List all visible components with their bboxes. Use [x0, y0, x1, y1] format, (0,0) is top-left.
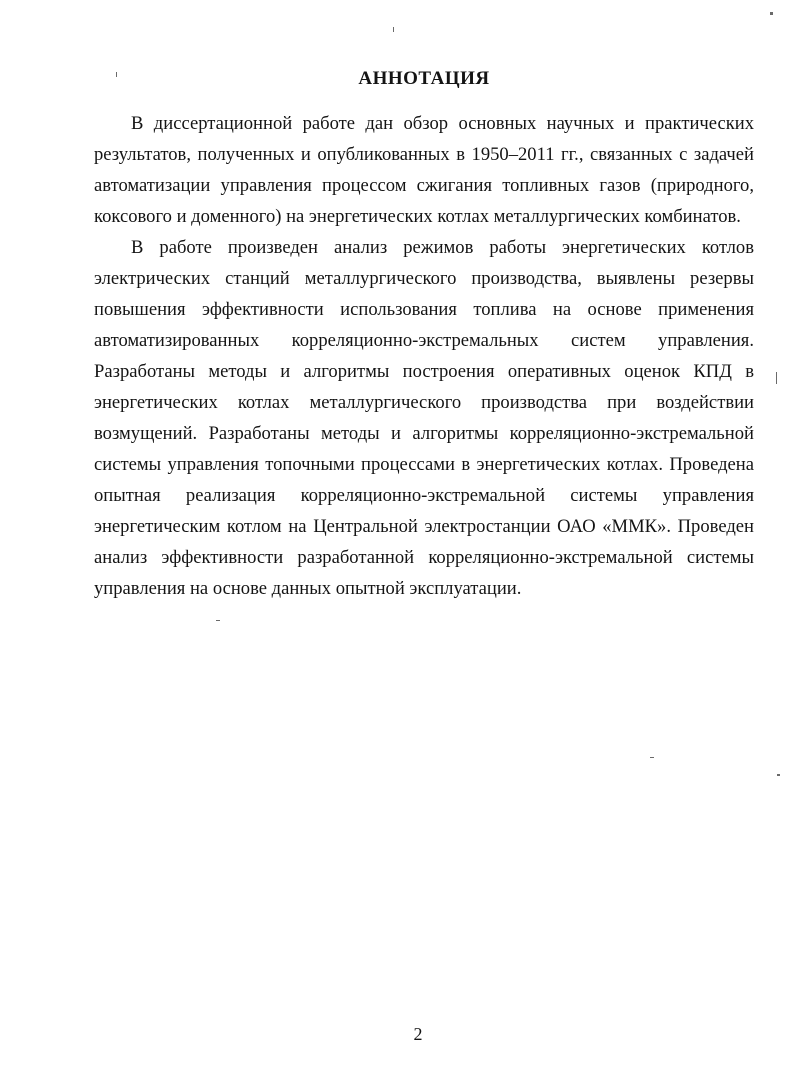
page-title: АННОТАЦИЯ	[358, 68, 490, 89]
abstract-paragraph: В работе произведен анализ режимов работы энергетических котлов электрических станций металлургического производства, выявлены резервы повышения эффективности использования топлива на основе применения автоматизированных корреляционно-экстремальных систем управления. Разработаны методы и алгоритмы построения оперативных оценок КПД в энергетических котлах металлургического производства при воздействии возмущений. Разработаны методы и алгоритмы корреляционно-экстремальной системы управления топочными процессами в энергетических котлах. Проведена опытная реализация корреляционно-экстремальной системы управления энергетическим котлом на Центральной электростанции ОАО «ММК». Проведен анализ эффективности разработанной корреляционно-экстремальной системы управления на основе данных опытной эксплуатации.	[94, 237, 754, 599]
scan-speck	[770, 12, 773, 15]
scan-speck	[393, 27, 394, 32]
scan-speck	[776, 372, 777, 384]
page-number: 2	[413, 1024, 423, 1044]
scan-speck	[216, 620, 220, 621]
abstract-body	[94, 108, 754, 604]
abstract-paragraph: В диссертационной работе дан обзор основных научных и практических результатов, полученных и опубликованных в 1950–2011 гг., связанных с задачей автоматизации управления процессом сжигания топливных газов (природного, коксового и доменного) на энергетических котлах металлургических комбинатов.	[94, 113, 754, 227]
scan-speck	[650, 757, 654, 758]
scan-speck	[777, 774, 780, 776]
